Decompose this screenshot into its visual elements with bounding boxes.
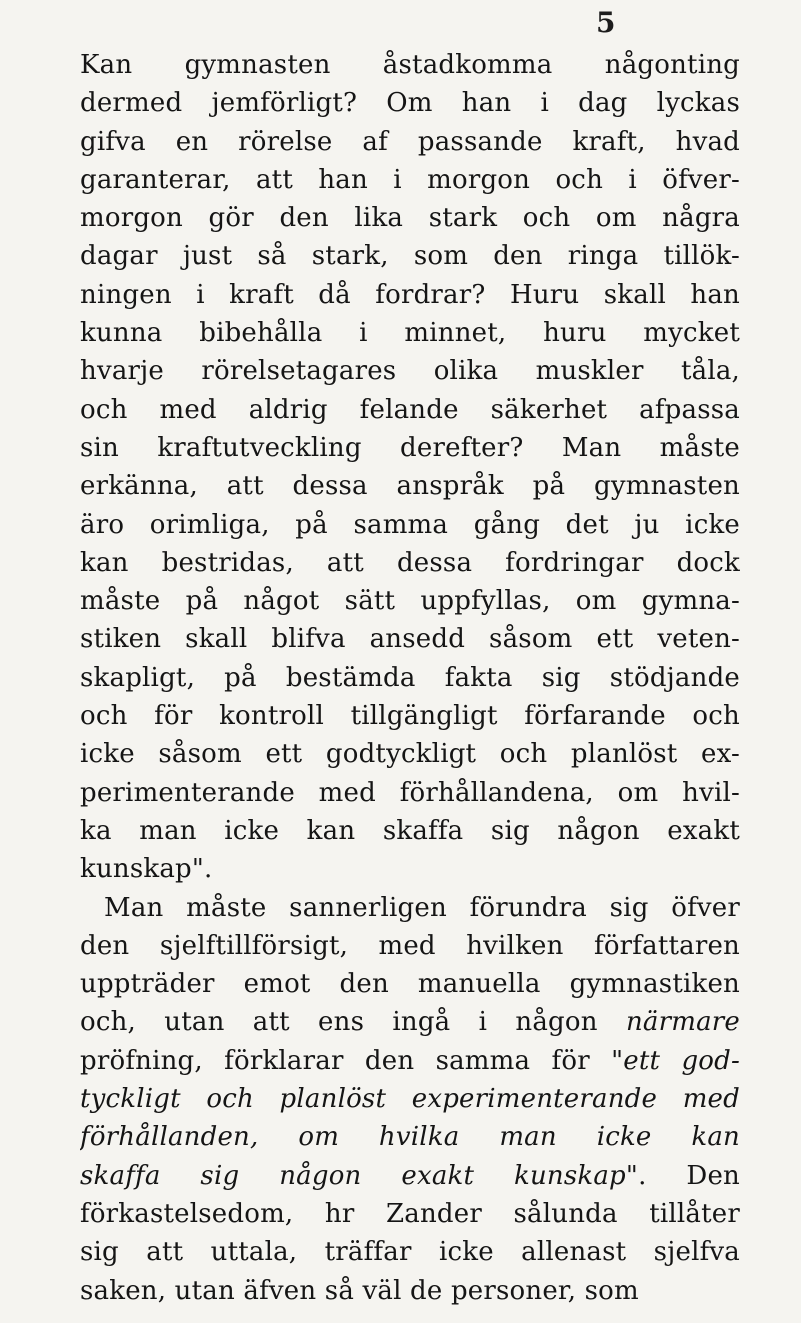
text-line: den sjelftillförsigt, med hvilken författaren (80, 930, 740, 961)
text-line: uppträder emot den manuella gymnastiken (80, 969, 740, 1000)
text-line: sin kraftutveckling derefter? Man måste (80, 432, 740, 463)
text-line: och med aldrig felande säkerhet afpassa (80, 394, 740, 425)
text-line: icke såsom ett godtyckligt och planlöst ex- (80, 739, 740, 770)
text-line: förkastelsedom, hr Zander sålunda tillåter (80, 1198, 740, 1229)
body-text (80, 46, 740, 1310)
text-line: och för kontroll tillgängligt förfarande och (80, 701, 740, 732)
text-line: pröfning, förklarar den samma för "ett god- (80, 1045, 740, 1076)
text-line: garanterar, att han i morgon och i öfver- (80, 164, 740, 195)
text-line: kunskap". (80, 854, 213, 885)
text-line: äro orimliga, på samma gång det ju icke (80, 509, 740, 540)
text-line: gifva en rörelse af passande kraft, hvad (80, 126, 740, 157)
text-line: skapligt, på bestämda fakta sig stödjande (80, 662, 740, 693)
text-line: skaffa sig någon exakt kunskap". Den (80, 1160, 740, 1191)
text-line: kunna bibehålla i minnet, huru mycket (80, 318, 740, 349)
text-line: Man måste sannerligen förundra sig öfver (104, 892, 740, 923)
text-line: Kan gymnasten åstadkomma någonting (80, 50, 740, 80)
text-line: hvarje rörelsetagares olika muskler tåla, (80, 356, 740, 387)
emphasis-text: skaffa sig någon exakt kunskap (80, 1160, 626, 1191)
text-line: sig att uttala, träffar icke allenast sjelfva (80, 1237, 740, 1268)
page-number: 5 (596, 6, 616, 39)
text-line: stiken skall blifva ansedd såsom ett veten- (80, 624, 740, 655)
text-line: tyckligt och planlöst experimenterande med (80, 1084, 740, 1115)
text-line: saken, utan äfven så väl de personer, som (80, 1275, 639, 1306)
text-line: och, utan att ens ingå i någon närmare (80, 1007, 740, 1038)
text-line: erkänna, att dessa anspråk på gymnasten (80, 471, 740, 502)
text-line: förhållanden, om hvilka man icke kan (80, 1122, 740, 1153)
text-line: dermed jemförligt? Om han i dag lyckas (80, 88, 740, 119)
text-line: kan bestridas, att dessa fordringar dock (80, 547, 740, 578)
emphasis-text: ett god- (623, 1045, 740, 1076)
text-line: morgon gör den lika stark och om några (80, 203, 740, 234)
text-line: ka man icke kan skaffa sig någon exakt (80, 815, 740, 846)
text-line: perimenterande med förhållandena, om hvil- (80, 777, 740, 808)
text-line: ningen i kraft då fordrar? Huru skall han (80, 279, 740, 310)
emphasis-text: närmare (625, 1007, 740, 1038)
text-line: måste på något sätt uppfyllas, om gymna- (80, 586, 740, 617)
text-line: dagar just så stark, som den ringa tillök- (80, 241, 740, 272)
